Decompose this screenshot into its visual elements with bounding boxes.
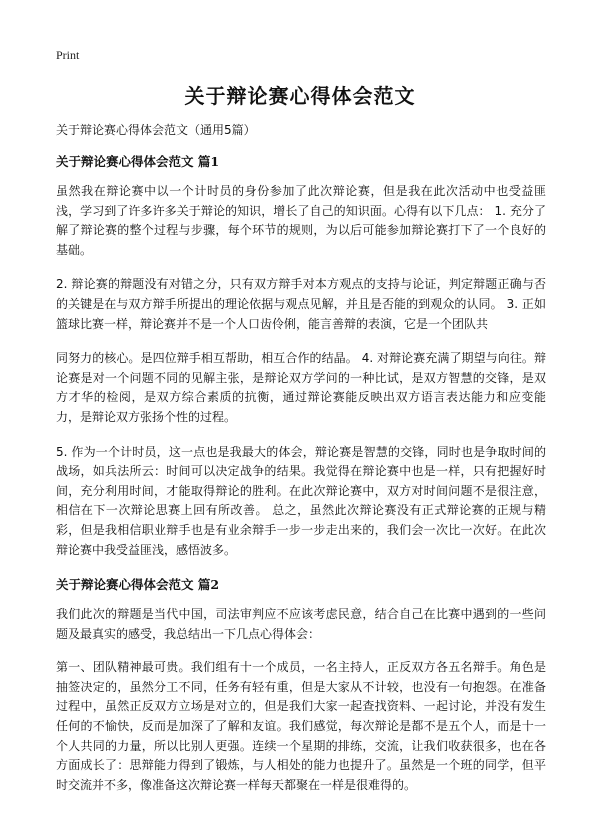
paragraph: 2. 辩论赛的辩题没有对错之分，只有双方辩手对本方观点的支持与论证，判定辩题正确与否的关键是在与双方辩手所提出的理论依据与观点见解，并且是否能的到观众的认同。 3. 正如篮球比赛一样，辩论赛并不是一个人口齿伶俐，能言善辩的表演，它是一个团队共	[56, 277, 546, 331]
print-link[interactable]: Print	[56, 48, 80, 62]
paragraph: 5. 作为一个计时员，这一点也是我最大的体会，辩论赛是智慧的交锋，同时也是争取时间的战场，如兵法所云：时间可以决定战争的结果。我觉得在辩论赛中也是一样，只有把握好时间，充分利用时间，才能取得辩论的胜利。在此次辩论赛中，双方对时间问题不是很注意，相信在下一次辩论思赛上回有所改善。 总之，虽然此次辩论赛没有正式辩论赛的正规与精彩，但是我相信职业辩手也是有业余辩手一步一步走出来的，我们会一次比一次好。在此次辩论赛中我受益匪浅，感悟波多。	[56, 444, 546, 557]
paragraph: 虽然我在辩论赛中以一个计时员的身份参加了此次辩论赛，但是我在此次活动中也受益匪浅，学习到了许多许多关于辩论的知识，增长了自己的知识面。心得有以下几点： 1. 充分了解了辩论赛的整个过程与步骤，每个环节的规则，为以后可能参加辩论赛打下了一个良好的基础。	[56, 184, 546, 257]
article-subtitle: 关于辩论赛心得体会范文（通用5篇）	[56, 123, 256, 137]
paragraph: 第一、团队精神最可贵。我们组有十一个成员，一名主持人，正反双方各五名辩手。角色是抽签决定的，虽然分工不同，任务有轻有重，但是大家从不计较，也没有一句抱怨。在准备过程中，虽然正反双方立场是对立的，但是我们大家一起查找资料、一起讨论，并没有发生任何的不愉快，反而是加深了了解和友谊。我们感觉，每次辩论是都不是五个人，而是十一个人共同的力量，所以比别人更强。连续一个星期的排练，交流，让我们收获很多，也在各方面成长了：思辩能力得到了锻炼，与人相处的能力也提升了。虽然是一个班的同学，但平时交流并不多，像准备这次辩论赛一样每天都聚在一样是很难得的。	[56, 660, 546, 792]
section-heading-1: 关于辩论赛心得体会范文 篇1	[56, 154, 220, 169]
page-title: 关于辩论赛心得体会范文	[184, 84, 416, 108]
paragraph: 我们此次的辩题是当代中国，司法审判应不应该考虑民意，结合自己在比赛中遇到的一些问题及最真实的感受，我总结出一下几点心得体会：	[56, 607, 546, 641]
paragraph: 同努力的核心。是四位辩手相互帮助，相互合作的结晶。 4. 对辩论赛充满了期望与向往。辩论赛是对一个问题不同的见解主张，是辩论双方学问的一种比试，是双方智慧的交锋，是双方才华的检阅，是双方综合素质的抗衡，通过辩论赛能反映出双方语言表达能力和应变能力，是辩论双方张扬个性的过程。	[56, 351, 546, 424]
article-body	[56, 120, 546, 810]
section-heading-2: 关于辩论赛心得体会范文 篇2	[56, 577, 220, 593]
